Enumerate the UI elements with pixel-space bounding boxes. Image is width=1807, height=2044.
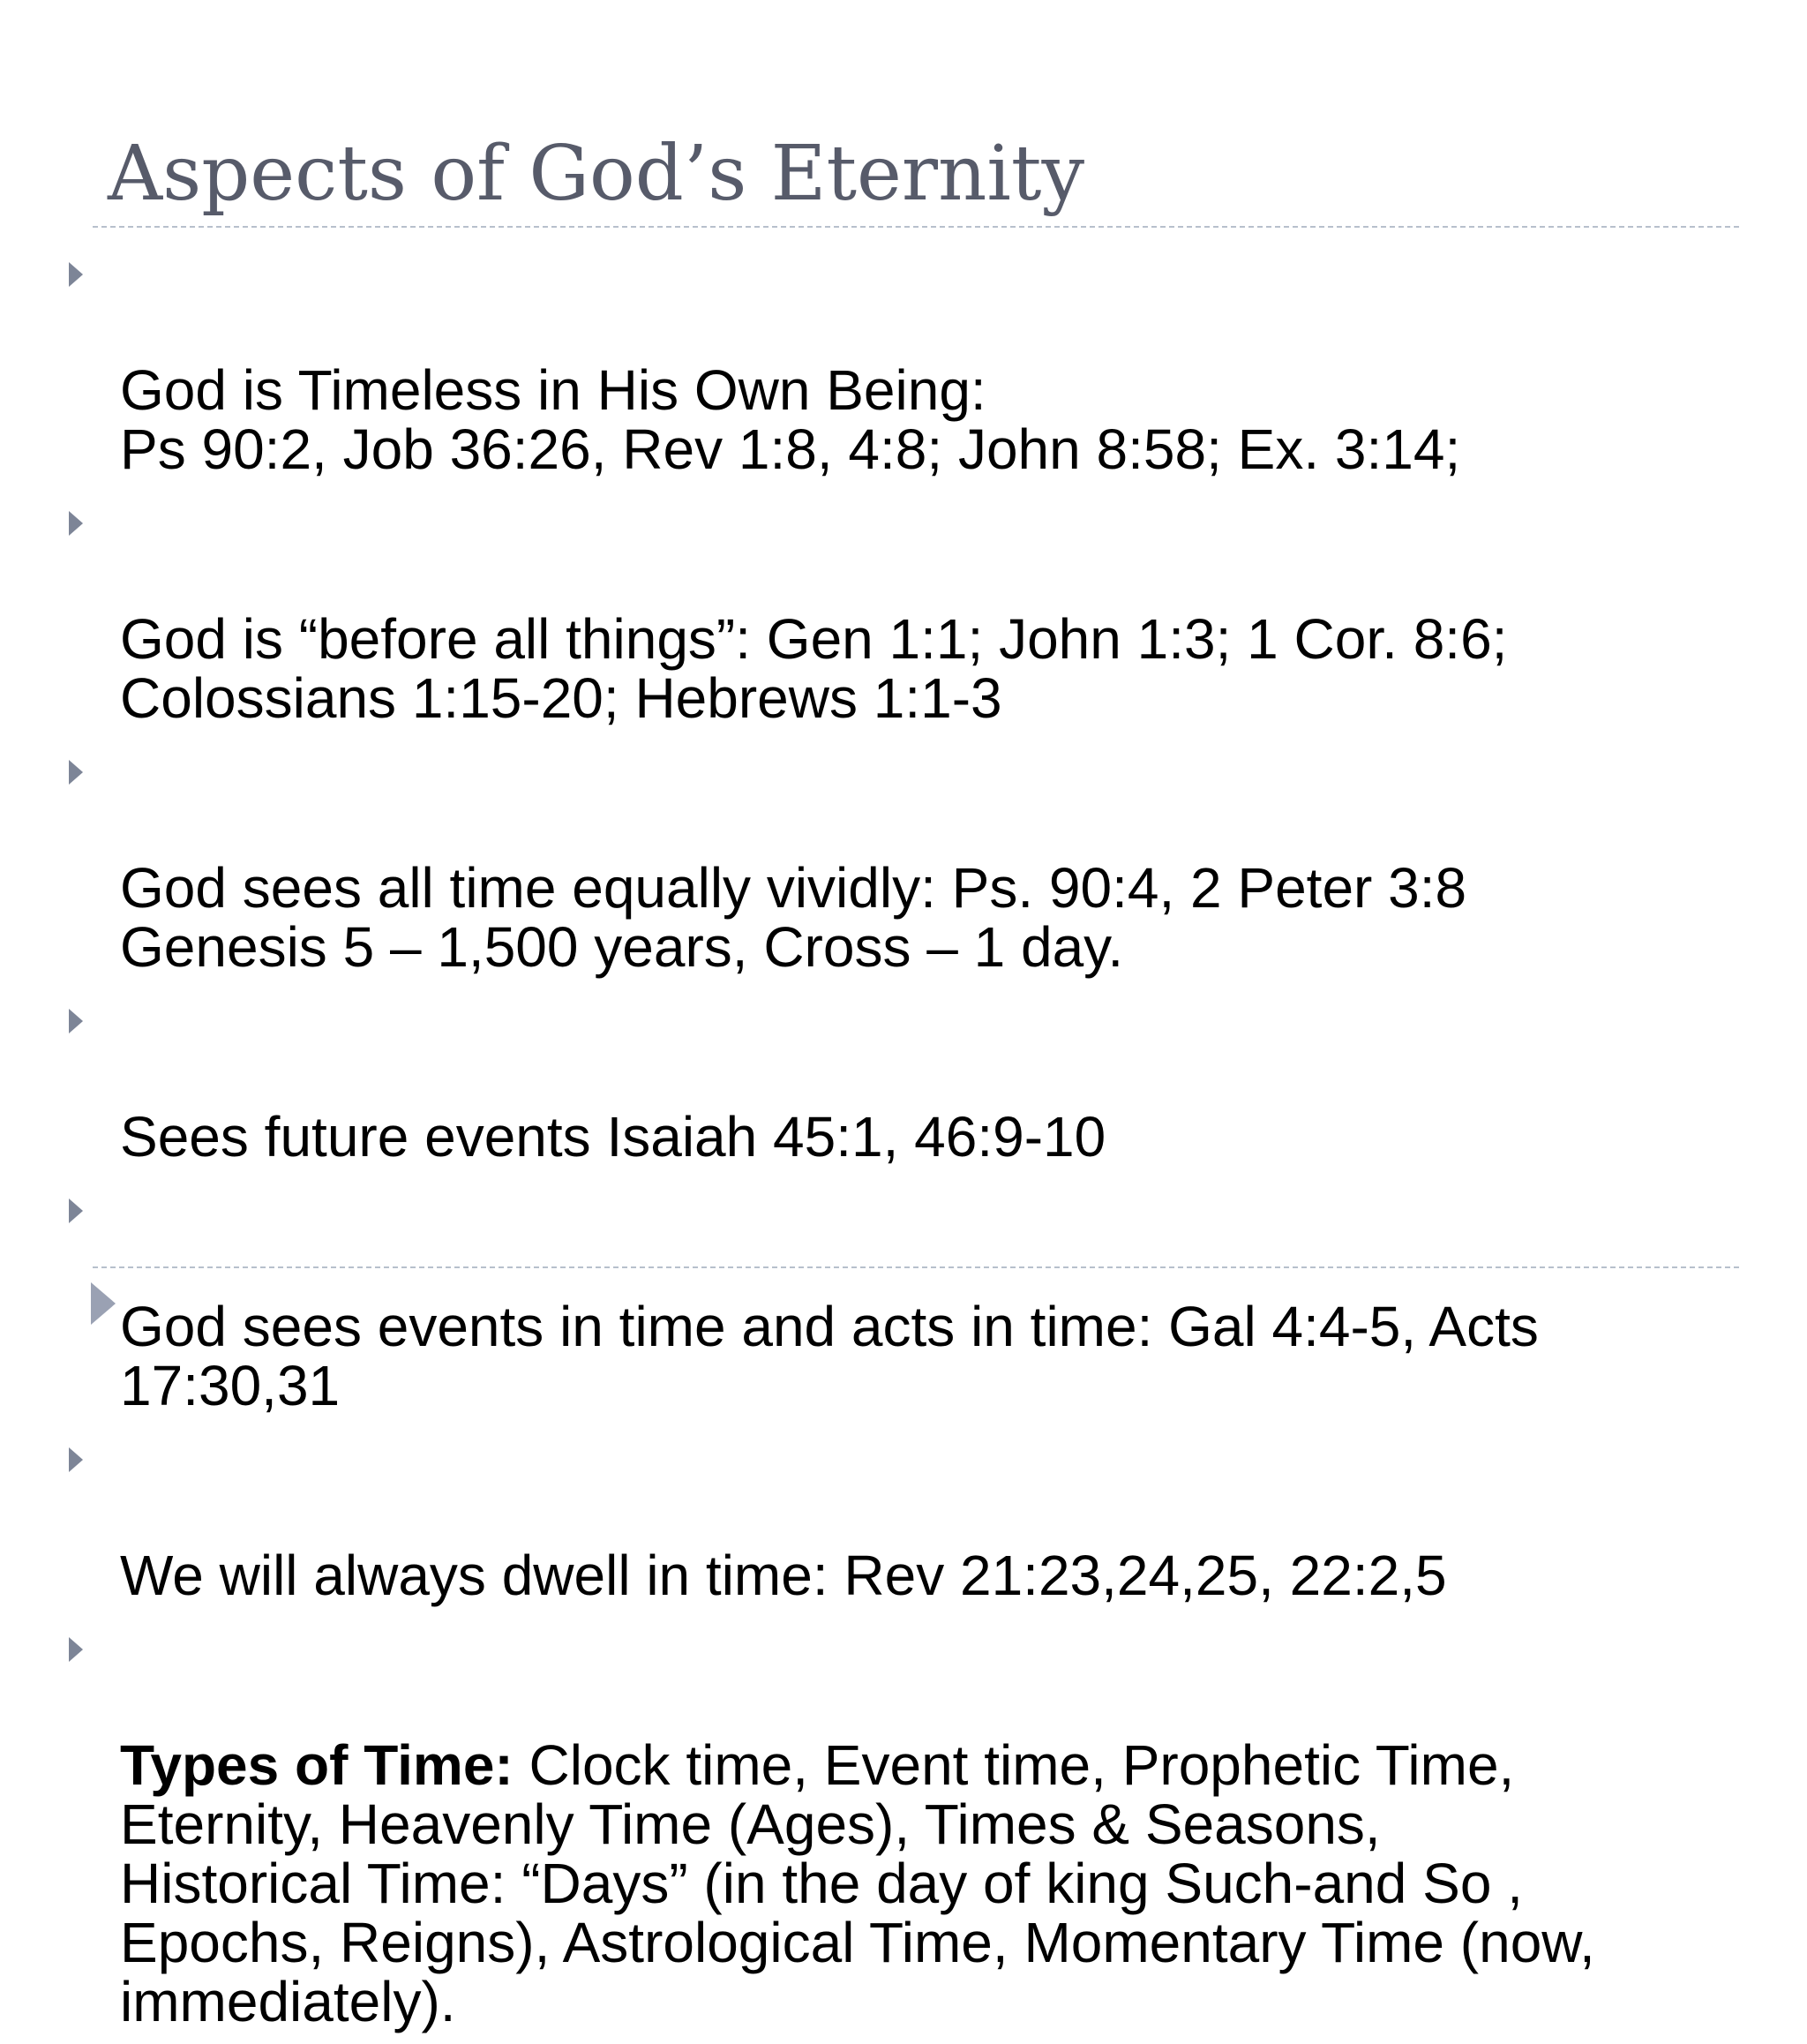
- bullet-text: God is “before all things”: Gen 1:1; John 1:3; 1 Cor. 8:6; Colossians 1:15-20; Hebrews 1:1-3: [120, 607, 1508, 730]
- triangle-right-icon: [69, 1199, 83, 1223]
- triangle-right-icon: [69, 760, 83, 785]
- bullet-text: Clock time, Event time, Prophetic Time, Eternity, Heavenly Time (Ages), Times & Seasons, Historical Time: “Days” (in the day of king Such-and So , Epochs, Reigns), Astrological Time, Momentary Time (now, immediately).: [120, 1733, 1595, 2033]
- triangle-right-icon: [69, 1637, 83, 1662]
- bullet-list: [0, 243, 1807, 2044]
- bullet-item: [0, 989, 1807, 1167]
- footer-divider: [93, 1266, 1739, 1268]
- bullet-text: God is Timeless in His Own Being: Ps 90:2, Job 36:26, Rev 1:8, 4:8; John 8:58; Ex. 3:14;: [120, 358, 1461, 481]
- bullet-text: We will always dwell in time: Rev 21:23,24,25, 22:2,5: [120, 1544, 1447, 1607]
- triangle-right-icon: [69, 1447, 83, 1472]
- bullet-item: [0, 1428, 1807, 1605]
- bullet-item: [0, 740, 1807, 977]
- bullet-item-types-of-time: [0, 1618, 1807, 2032]
- bullet-text: God sees events in time and acts in time: Gal 4:4-5, Acts 17:30,31: [120, 1295, 1539, 1417]
- bullet-text: God sees all time equally vividly: Ps. 90:4, 2 Peter 3:8 Genesis 5 – 1,500 years, Cross – 1 day.: [120, 856, 1467, 979]
- bullet-item: [0, 243, 1807, 479]
- bullet-item: [0, 1179, 1807, 1416]
- slide-title: Aspects of God’s Eternity: [108, 130, 1085, 218]
- next-slide-arrow-icon[interactable]: [91, 1282, 116, 1325]
- triangle-right-icon: [69, 262, 83, 287]
- bullet-text: Sees future events Isaiah 45:1, 46:9-10: [120, 1105, 1106, 1169]
- bullet-item: [0, 492, 1807, 728]
- title-divider: [93, 226, 1739, 228]
- bullet-bold-lead: Types of Time:: [120, 1733, 514, 1797]
- triangle-right-icon: [69, 511, 83, 536]
- triangle-right-icon: [69, 1009, 83, 1033]
